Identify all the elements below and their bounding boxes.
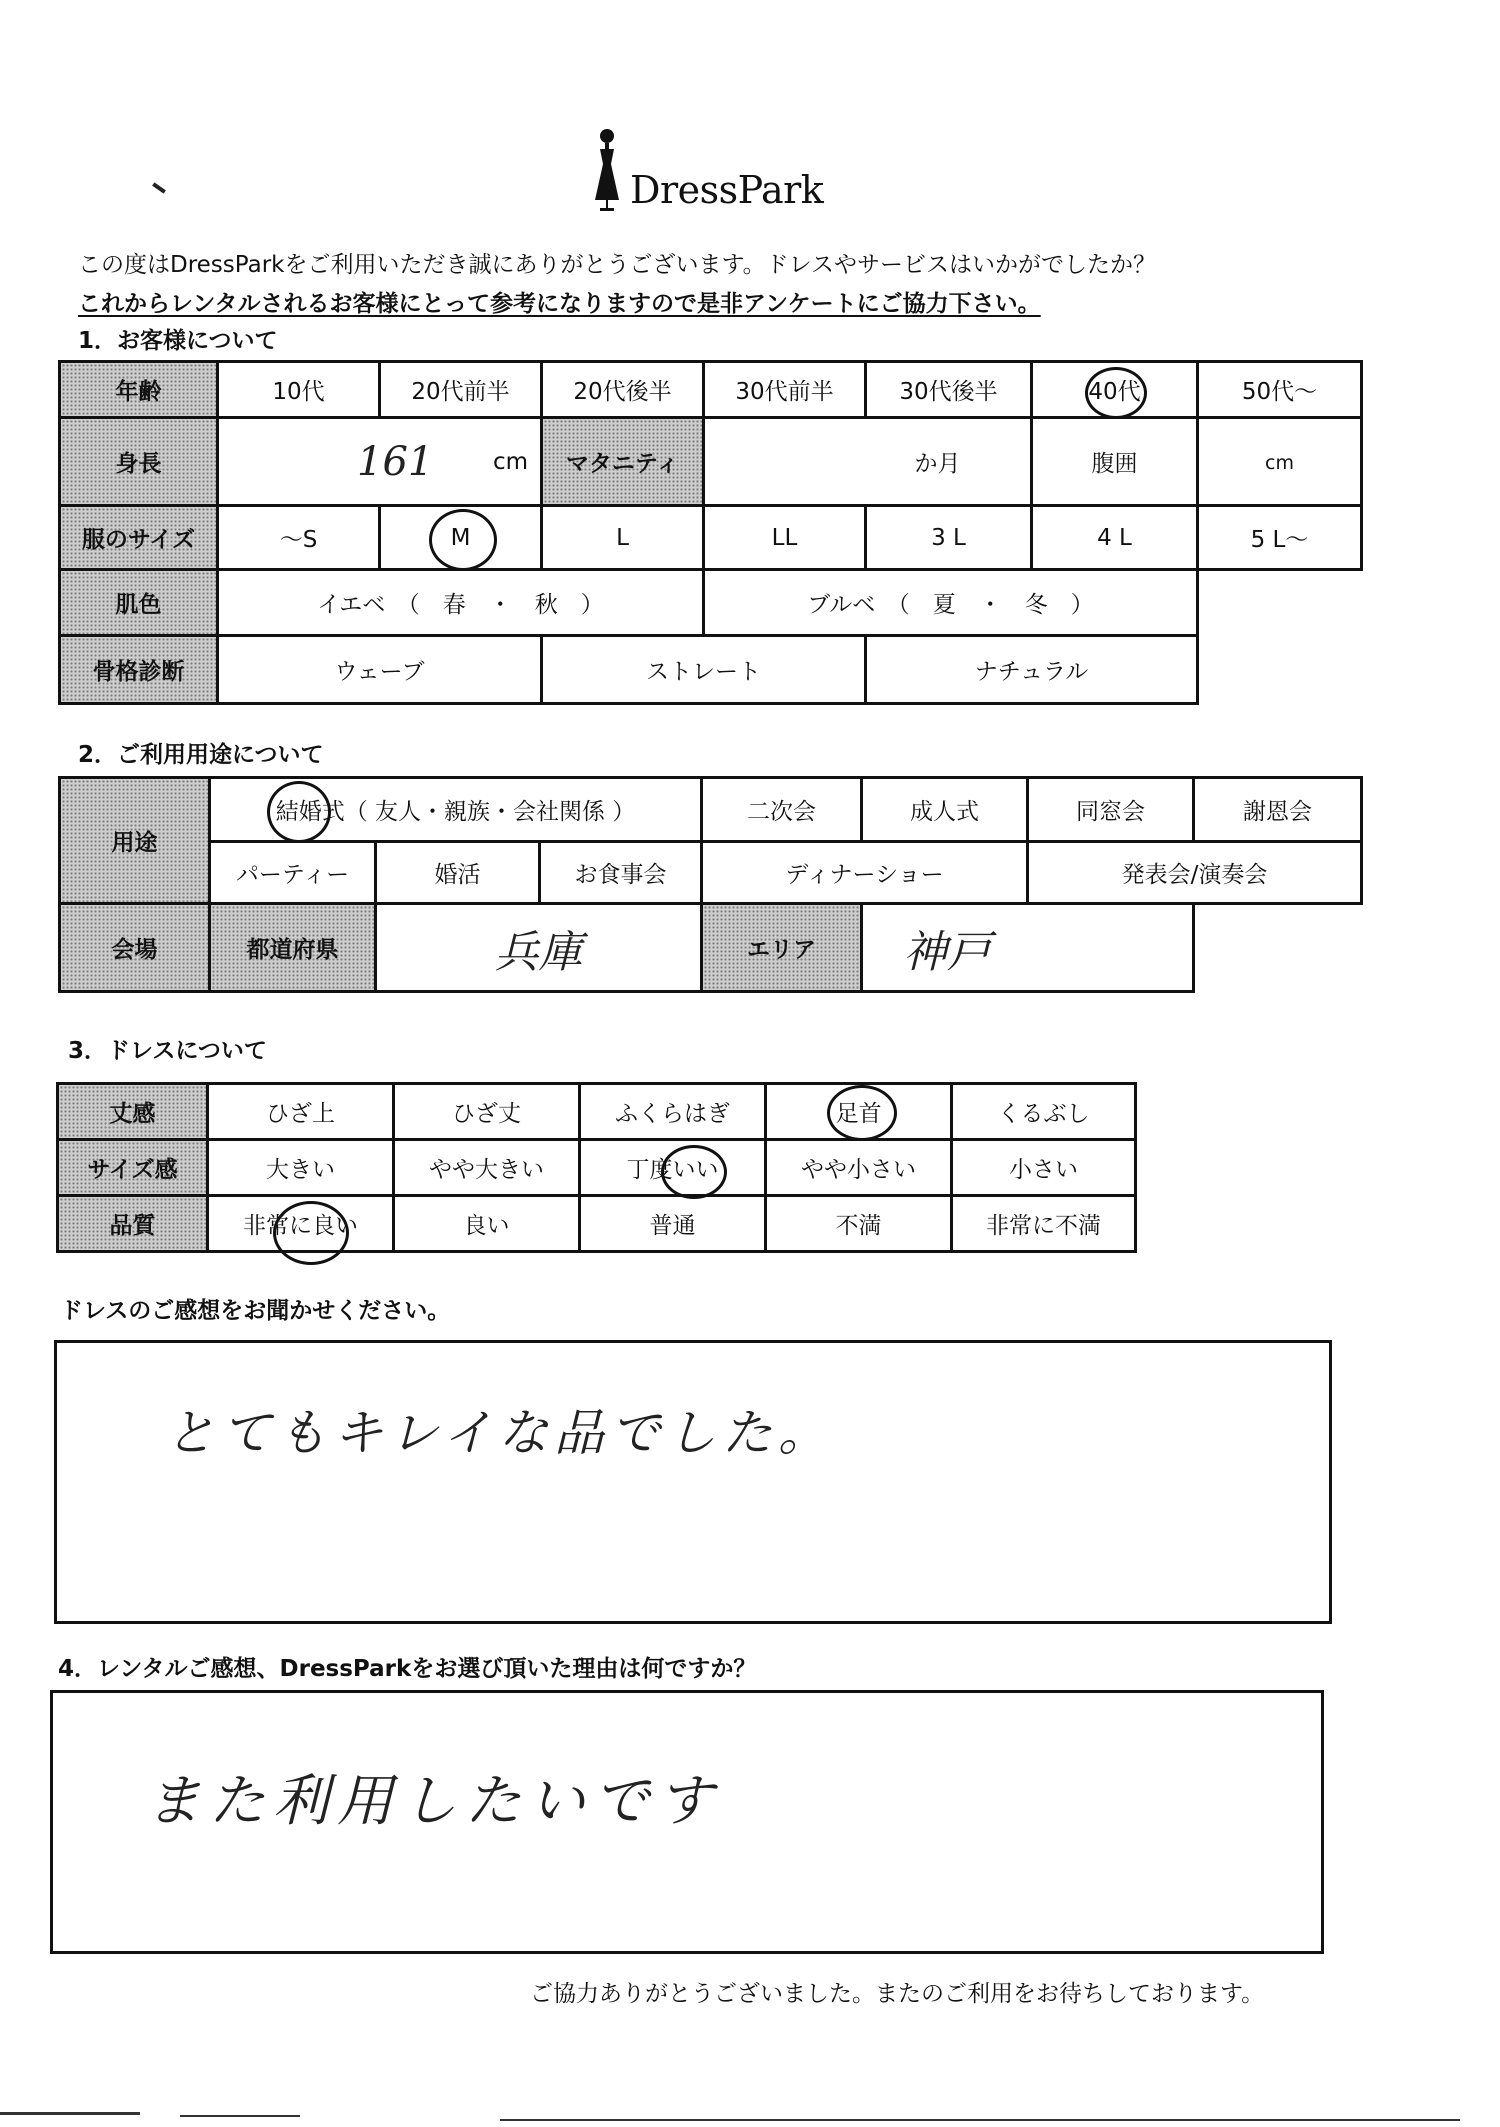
length-option[interactable]: ひざ丈 [394, 1084, 580, 1140]
comment-prompt: ドレスのご感想をお聞かせください。 [60, 1298, 451, 1324]
customer-table [58, 360, 1363, 705]
fit-label: サイズ感 [58, 1140, 208, 1196]
age-label: 年齢 [60, 362, 218, 418]
intro-request: これからレンタルされるお客様にとって参考になりますので是非アンケートにご協力下さい。 [78, 291, 1041, 317]
comment-box[interactable] [54, 1340, 1332, 1624]
scan-mark [152, 182, 166, 193]
quality-option-label: 非常に良い [243, 1213, 358, 1239]
length-option[interactable]: ふくらはぎ [580, 1084, 766, 1140]
prefecture-field[interactable] [376, 904, 702, 992]
empty-cell [1198, 636, 1362, 704]
age-option[interactable]: 20代後半 [542, 362, 704, 418]
size-option[interactable]: ～S [218, 506, 380, 570]
footer-thanks: ご協力ありがとうございました。またのご利用をお待ちしております。 [530, 1981, 1265, 2007]
waist-unit: cm [1265, 451, 1294, 474]
waist-field[interactable] [1198, 418, 1362, 506]
skin-option[interactable]: イエベ （ 春 ・ 秋 ） [218, 570, 704, 636]
waist-label: 腹囲 [1032, 418, 1198, 506]
fit-option[interactable]: やや大きい [394, 1140, 580, 1196]
maternity-label: マタニティ [542, 418, 704, 506]
usage-option[interactable]: お食事会 [540, 842, 702, 904]
height-field[interactable] [218, 418, 542, 506]
usage-option[interactable]: 二次会 [702, 778, 862, 842]
age-option-label: 40代 [1088, 379, 1141, 405]
usage-option[interactable]: 発表会/演奏会 [1028, 842, 1362, 904]
fit-option[interactable]: やや小さい [766, 1140, 952, 1196]
intro-text: この度はDressParkをご利用いただき誠にありがとうございます。ドレスやサービスはいかがでしたか？ [78, 252, 1156, 278]
usage-option[interactable]: 成人式 [862, 778, 1028, 842]
quality-label: 品質 [58, 1196, 208, 1252]
size-option-selected[interactable] [380, 506, 542, 570]
usage-table [58, 776, 1363, 993]
quality-option[interactable]: 普通 [580, 1196, 766, 1252]
prefecture-value: 兵庫 [494, 926, 583, 978]
usage-option-label: 結婚式（ 友人・親族・会社関係 ） [275, 799, 636, 825]
usage-option-selected[interactable] [210, 778, 702, 842]
quality-option[interactable]: 不満 [766, 1196, 952, 1252]
section1-title: 1．お客様について [78, 328, 278, 354]
height-label: 身長 [60, 418, 218, 506]
section4-title: 4．レンタルご感想、DressParkをお選び頂いた理由は何ですか？ [58, 1656, 757, 1682]
fit-option-selected[interactable] [580, 1140, 766, 1196]
area-label: エリア [702, 904, 862, 992]
section2-title: 2．ご利用用途について [78, 742, 324, 768]
body-type-option[interactable]: ナチュラル [866, 636, 1198, 704]
body-type-label: 骨格診断 [60, 636, 218, 704]
body-type-option[interactable]: ストレート [542, 636, 866, 704]
area-value: 神戸 [903, 926, 991, 978]
answer-box[interactable] [50, 1690, 1324, 1954]
usage-option[interactable]: 同窓会 [1028, 778, 1194, 842]
age-option[interactable]: 30代前半 [704, 362, 866, 418]
size-option[interactable]: L [542, 506, 704, 570]
skin-label: 肌色 [60, 570, 218, 636]
size-label: 服のサイズ [60, 506, 218, 570]
age-option[interactable]: 30代後半 [866, 362, 1032, 418]
scan-line [180, 2115, 300, 2117]
usage-label: 用途 [60, 778, 210, 904]
body-type-option[interactable]: ウェーブ [218, 636, 542, 704]
usage-option[interactable]: 謝恩会 [1194, 778, 1362, 842]
empty-cell [1198, 570, 1362, 636]
fit-option-label: 丁度いい [626, 1157, 719, 1183]
quality-option-selected[interactable] [208, 1196, 394, 1252]
quality-option[interactable]: 非常に不満 [952, 1196, 1136, 1252]
prefecture-label: 都道府県 [210, 904, 376, 992]
size-option[interactable]: 5 L～ [1198, 506, 1362, 570]
section3-title: 3．ドレスについて [68, 1038, 267, 1064]
length-option-label: 足首 [835, 1101, 882, 1127]
empty-cell [1194, 904, 1362, 992]
height-unit: cm [492, 449, 528, 475]
scan-line [0, 2112, 140, 2115]
age-option[interactable]: 50代～ [1198, 362, 1362, 418]
size-option[interactable]: 4 L [1032, 506, 1198, 570]
height-value: 161 [357, 438, 434, 485]
size-option[interactable]: LL [704, 506, 866, 570]
age-option-selected[interactable] [1032, 362, 1198, 418]
brand-logo [590, 128, 823, 212]
venue-label: 会場 [60, 904, 210, 992]
area-field[interactable] [862, 904, 1194, 992]
scan-line [500, 2119, 1460, 2121]
length-option[interactable]: ひざ上 [208, 1084, 394, 1140]
dress-icon [590, 128, 624, 212]
length-label: 丈感 [58, 1084, 208, 1140]
months-unit: か月 [914, 451, 961, 477]
usage-option[interactable]: ディナーショー [702, 842, 1028, 904]
skin-option[interactable]: ブルベ （ 夏 ・ 冬 ） [704, 570, 1198, 636]
maternity-field[interactable] [704, 418, 1032, 506]
dress-table [56, 1082, 1137, 1253]
fit-option[interactable]: 小さい [952, 1140, 1136, 1196]
usage-option[interactable]: パーティー [210, 842, 376, 904]
size-option[interactable]: 3 L [866, 506, 1032, 570]
length-option[interactable]: くるぶし [952, 1084, 1136, 1140]
quality-option[interactable]: 良い [394, 1196, 580, 1252]
fit-option[interactable]: 大きい [208, 1140, 394, 1196]
age-option[interactable]: 10代 [218, 362, 380, 418]
comment-text: とてもキレイな品でした。 [165, 1404, 834, 1462]
size-option-label: M [450, 524, 471, 551]
usage-option[interactable]: 婚活 [376, 842, 540, 904]
age-option[interactable]: 20代前半 [380, 362, 542, 418]
length-option-selected[interactable] [766, 1084, 952, 1140]
brand-name: DressPark [630, 168, 824, 212]
answer-text: また利用したいです [145, 1769, 721, 1834]
